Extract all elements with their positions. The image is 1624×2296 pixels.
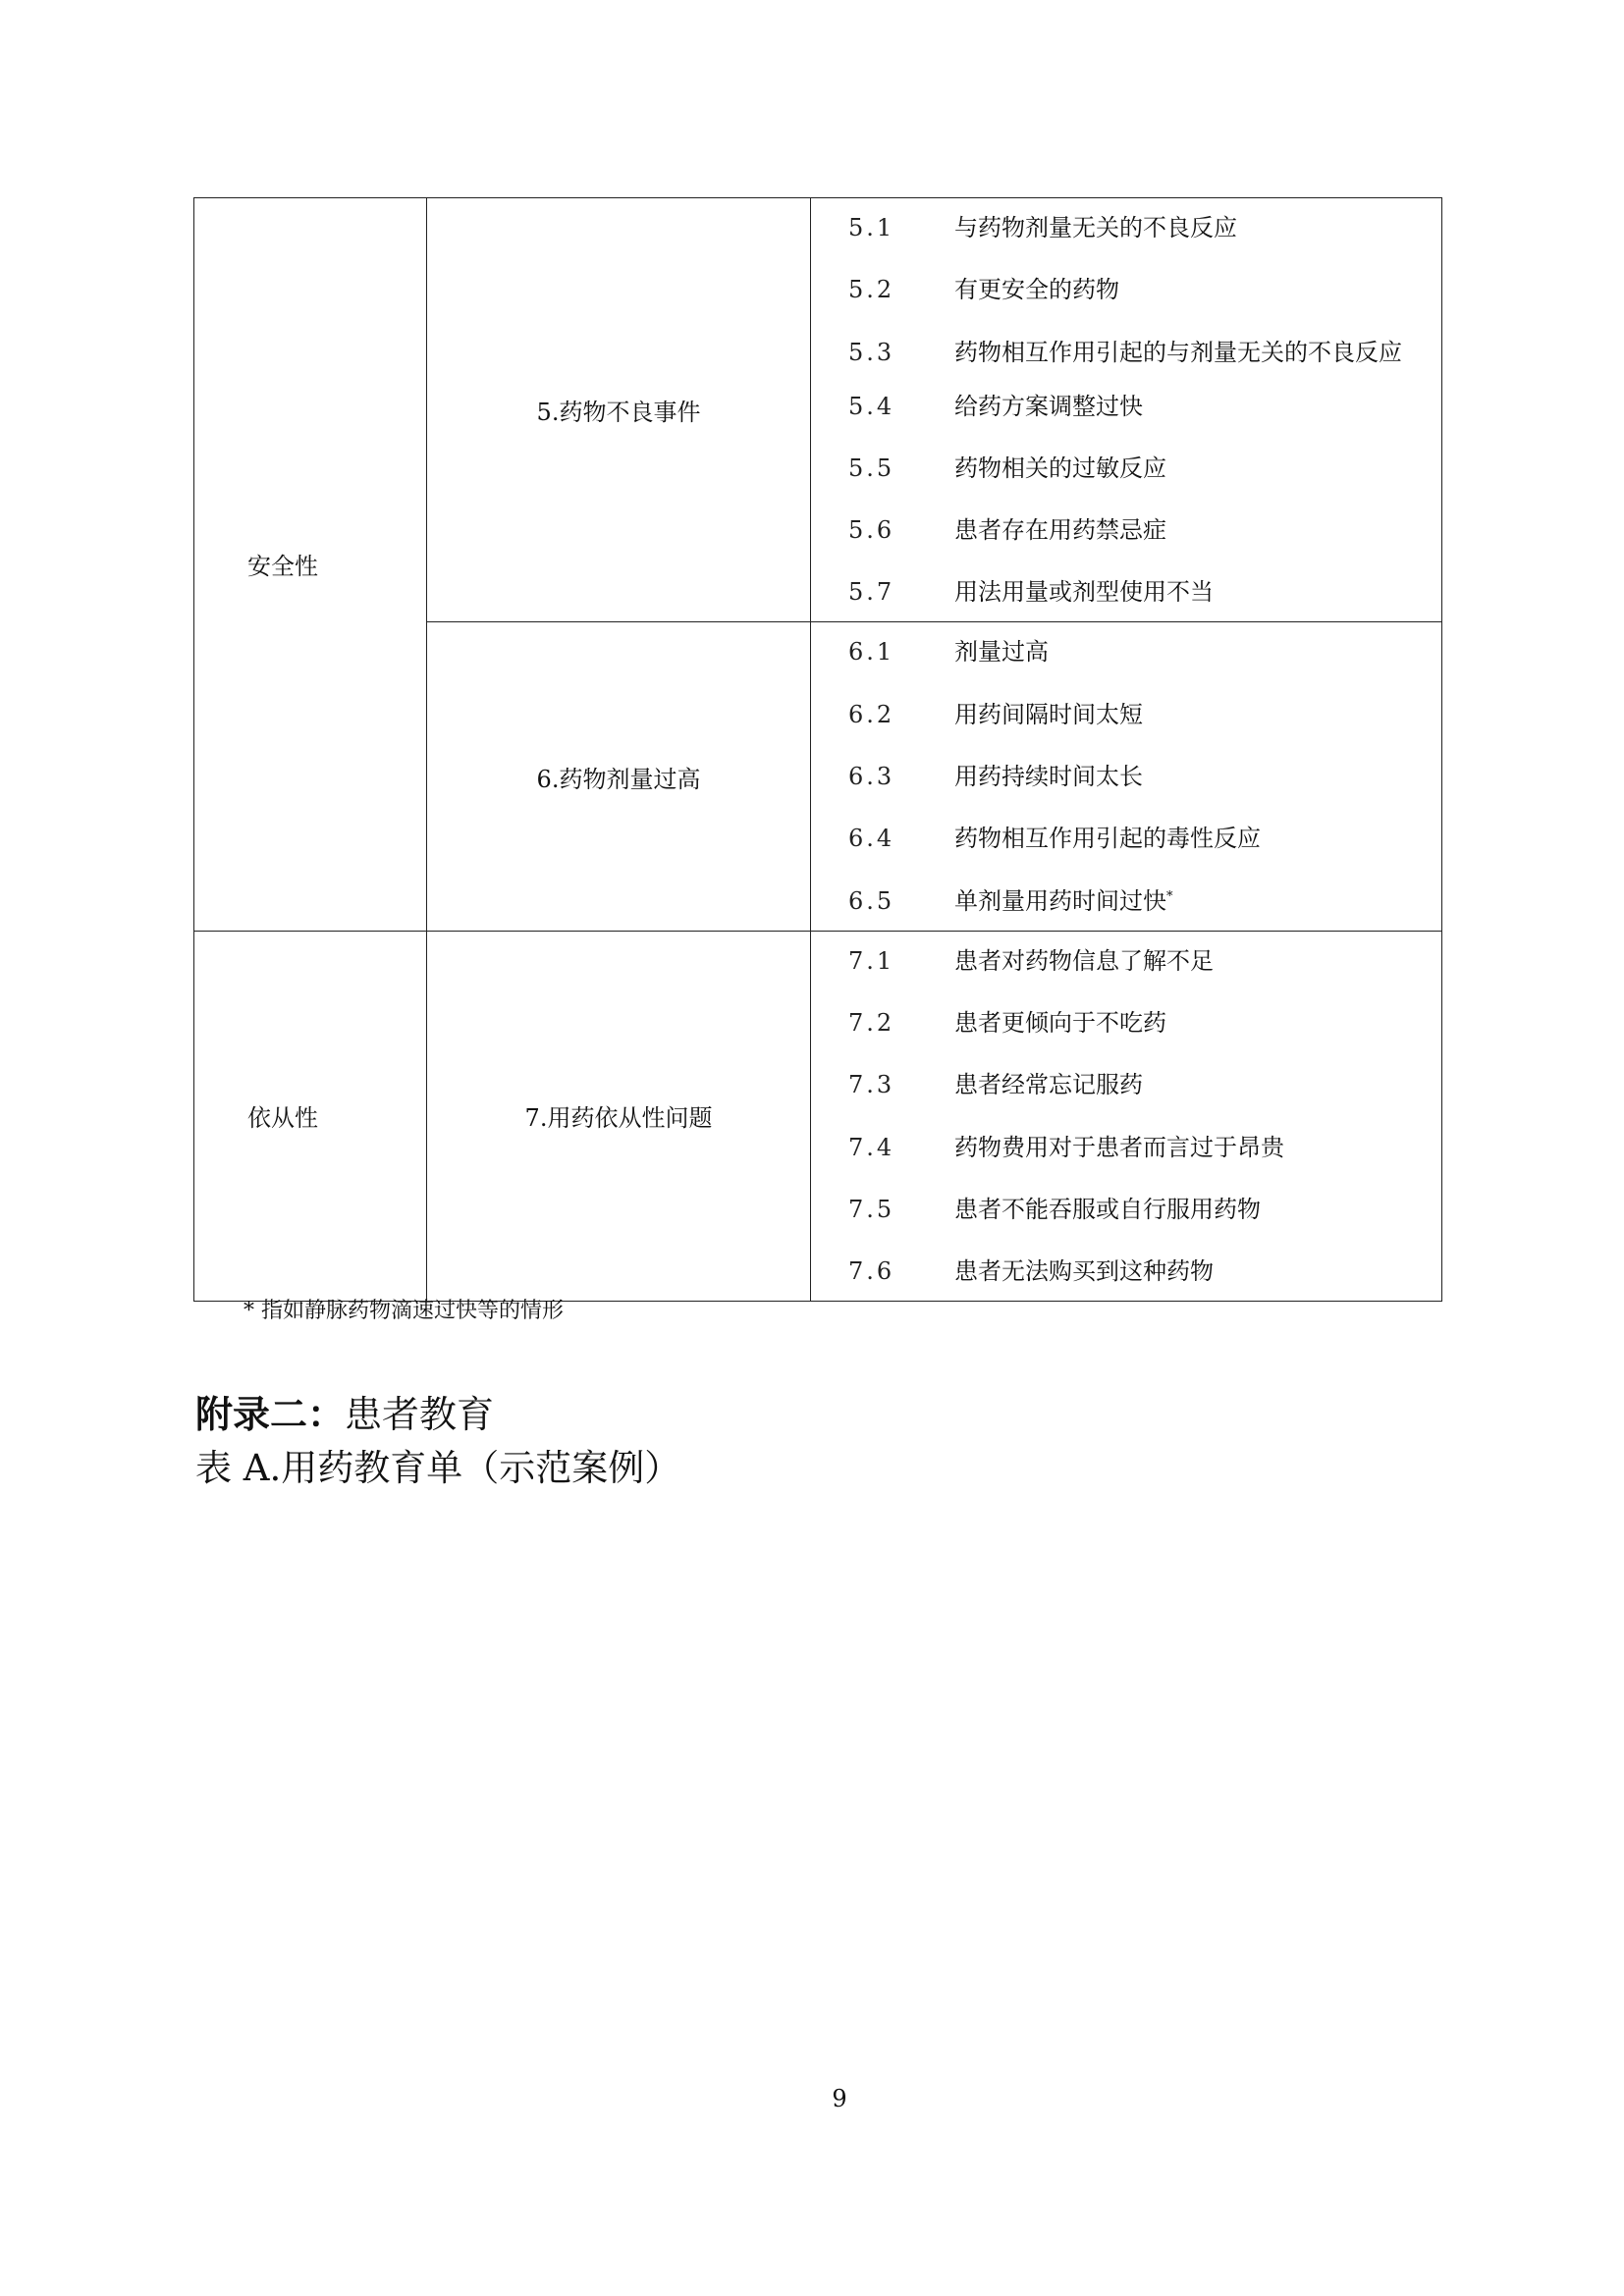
- list-item: 5.2 有更安全的药物: [848, 276, 1119, 304]
- list-item: 5.5 药物相关的过敏反应: [848, 454, 1166, 482]
- table-footnote: * 指如静脉药物滴速过快等的情形: [244, 1299, 564, 1323]
- cause-list: [811, 932, 1441, 1301]
- list-item: 6.2 用药间隔时间太短: [848, 700, 1143, 728]
- list-item: 7.5 患者不能吞服或自行服用药物: [848, 1195, 1261, 1223]
- list-item: 6.1 剂量过高: [848, 638, 1049, 667]
- list-item: 5.7 用法用量或剂型使用不当: [848, 578, 1214, 607]
- list-item: 5.1 与药物剂量无关的不良反应: [848, 214, 1237, 241]
- causes-cell: [811, 622, 1442, 931]
- causes-cell: [811, 198, 1442, 622]
- problem-cell: [427, 622, 811, 931]
- problem-cell: [427, 931, 811, 1301]
- appendix-heading: [195, 1388, 494, 1441]
- list-item: 7.4 药物费用对于患者而言过于昂贵: [848, 1133, 1284, 1161]
- list-item: 7.1 患者对药物信息了解不足: [848, 946, 1214, 975]
- problem-label: 6.药物剂量过高: [536, 765, 701, 793]
- page-number: 9: [832, 2085, 847, 2112]
- category-cell-compliance: [194, 931, 427, 1301]
- category-label: 安全性: [247, 553, 318, 581]
- list-item: 5.3 药物相互作用引起的与剂量无关的不良反应: [848, 338, 1402, 366]
- problem-label: 7.用药依从性问题: [524, 1104, 713, 1133]
- table-row: [194, 931, 1442, 1301]
- cause-list: [811, 198, 1441, 621]
- table-row: [194, 198, 1442, 622]
- list-item: 7.6 患者无法购买到这种药物: [848, 1257, 1214, 1286]
- problem-label: 5.药物不良事件: [536, 399, 701, 427]
- list-item: 6.4 药物相互作用引起的毒性反应: [848, 825, 1261, 853]
- causes-cell: [811, 931, 1442, 1301]
- cause-list: [811, 622, 1441, 930]
- list-item: 7.3 患者经常忘记服药: [848, 1071, 1143, 1099]
- footnote-marker: *: [1166, 888, 1173, 904]
- list-item: 6.5 单剂量用药时间过快*: [848, 886, 1173, 915]
- table-caption: 表 A.用药教育单（示范案例）: [195, 1447, 681, 1489]
- list-item: 6.3 用药持续时间太长: [848, 763, 1143, 791]
- list-item: 5.4 给药方案调整过快: [848, 392, 1143, 420]
- category-label: 依从性: [247, 1104, 318, 1133]
- list-item: 5.6 患者存在用药禁忌症: [848, 516, 1166, 545]
- appendix-heading-text: 患者教育: [345, 1393, 495, 1436]
- problem-cell: [427, 198, 811, 622]
- list-item: 7.2 患者更倾向于不吃药: [848, 1008, 1166, 1037]
- category-cell-safety: [194, 198, 427, 932]
- appendix-heading-prefix: 附录二：: [195, 1392, 346, 1436]
- drug-related-problems-table: [193, 197, 1442, 1302]
